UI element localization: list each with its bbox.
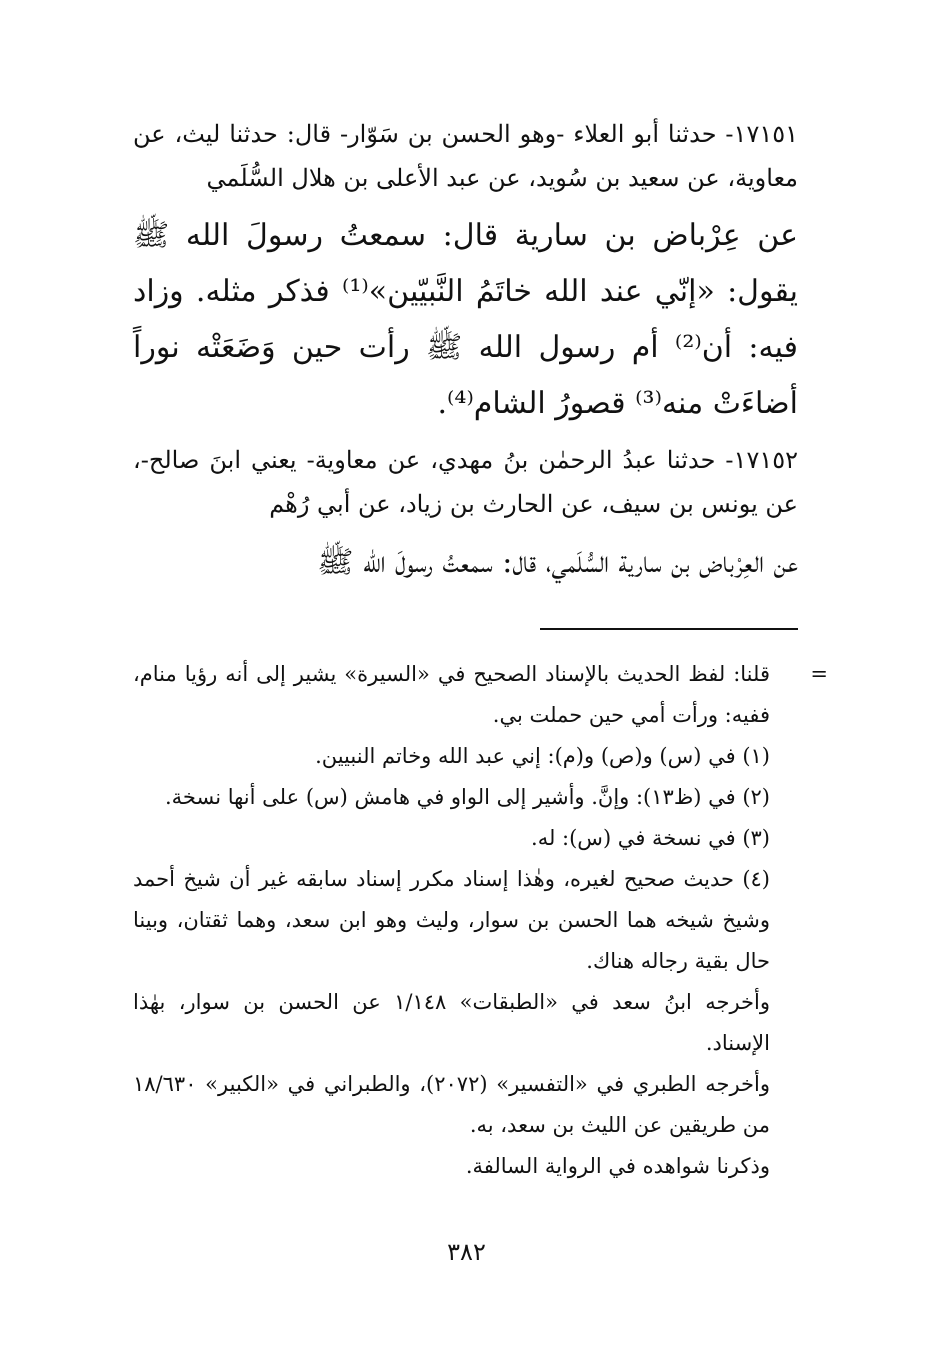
footnote-2: (٢) في (ظ١٣): وإنَّ. وأشير إلى الواو في هامش (س) على أنها نسخة. [164, 785, 770, 809]
footnotes [133, 654, 828, 1187]
page-number: ٣٨٢ [447, 1238, 486, 1266]
footnote-4: (٤) حديث صحيح لغيره، وهٰذا إسناد مكرر إسناد سابقه غير أن شيخ أحمد وشيخ شيخه هما الحسن بن سوار، وليث وهو ابن سعد، وهما ثقتان، وبينا حال بقية رجاله هناك. [133, 867, 770, 973]
footnote-4-takhrij-3: وذكرنا شواهده في الرواية السالفة. [465, 1154, 770, 1178]
hadith-17151-isnad: ١٧١٥١- حدثنا أبو العلاء -وهو الحسن بن سَوّار- قال: حدثنا ليث، عن معاوية، عن سعيد بن سُويد، عن عبد الأعلى بن هلال السُّلَمي [133, 120, 798, 192]
hadith-17152-matn: عن العِرْباض بن سارية السُّلَمي، قال: سمعتُ رسولَ الله ﷺ [317, 545, 798, 580]
hadith-17152-isnad: ١٧١٥٢- حدثنا عبدُ الرحمٰن بنُ مهدي، عن معاوية- يعني ابنَ صالح-، عن يونس بن سيف، عن الحارث بن زياد، عن أبي رُهْم [133, 446, 798, 518]
continuation-mark: = [810, 662, 828, 686]
footnote-continuation-text: قلنا: لفظ الحديث بالإسناد الصحيح في «السيرة» يشير إلى أنه رؤيا منام، ففيه: ورأت أمي حين حملت بي. [133, 662, 770, 727]
footnote-1: (١) في (س) و(ص) و(م): إني عبد الله وخاتم النبيين. [315, 744, 770, 768]
footnote-3: (٣) في نسخة في (س): له. [531, 826, 770, 850]
footnote-4-takhrij-1: وأخرجه ابنُ سعد في «الطبقات» ١/١٤٨ عن الحسن بن سوار، بهٰذا الإسناد. [133, 990, 771, 1055]
footnote-continuation [133, 654, 828, 736]
hadith-17151-matn: عن عِرْباض بن سارية قال: سمعتُ رسولَ الله ﷺ يقول: «إنّي عند الله خاتَمُ النَّبيّين»⁽¹⁾ فذكر مثله. وزاد فيه: أن⁽²⁾ أم رسول الله ﷺ رأت حين وَضَعَتْه نوراً أضاءَتْ منه⁽³⁾ قصورُ الشام⁽⁴⁾. [133, 218, 798, 421]
footnote-separator [540, 628, 798, 630]
footnote-4-takhrij-2: وأخرجه الطبري في «التفسير» (٢٠٧٢)، والطبراني في «الكبير» ١٨/٦٣٠ من طريقين عن الليث بن سعد، به. [133, 1072, 770, 1137]
